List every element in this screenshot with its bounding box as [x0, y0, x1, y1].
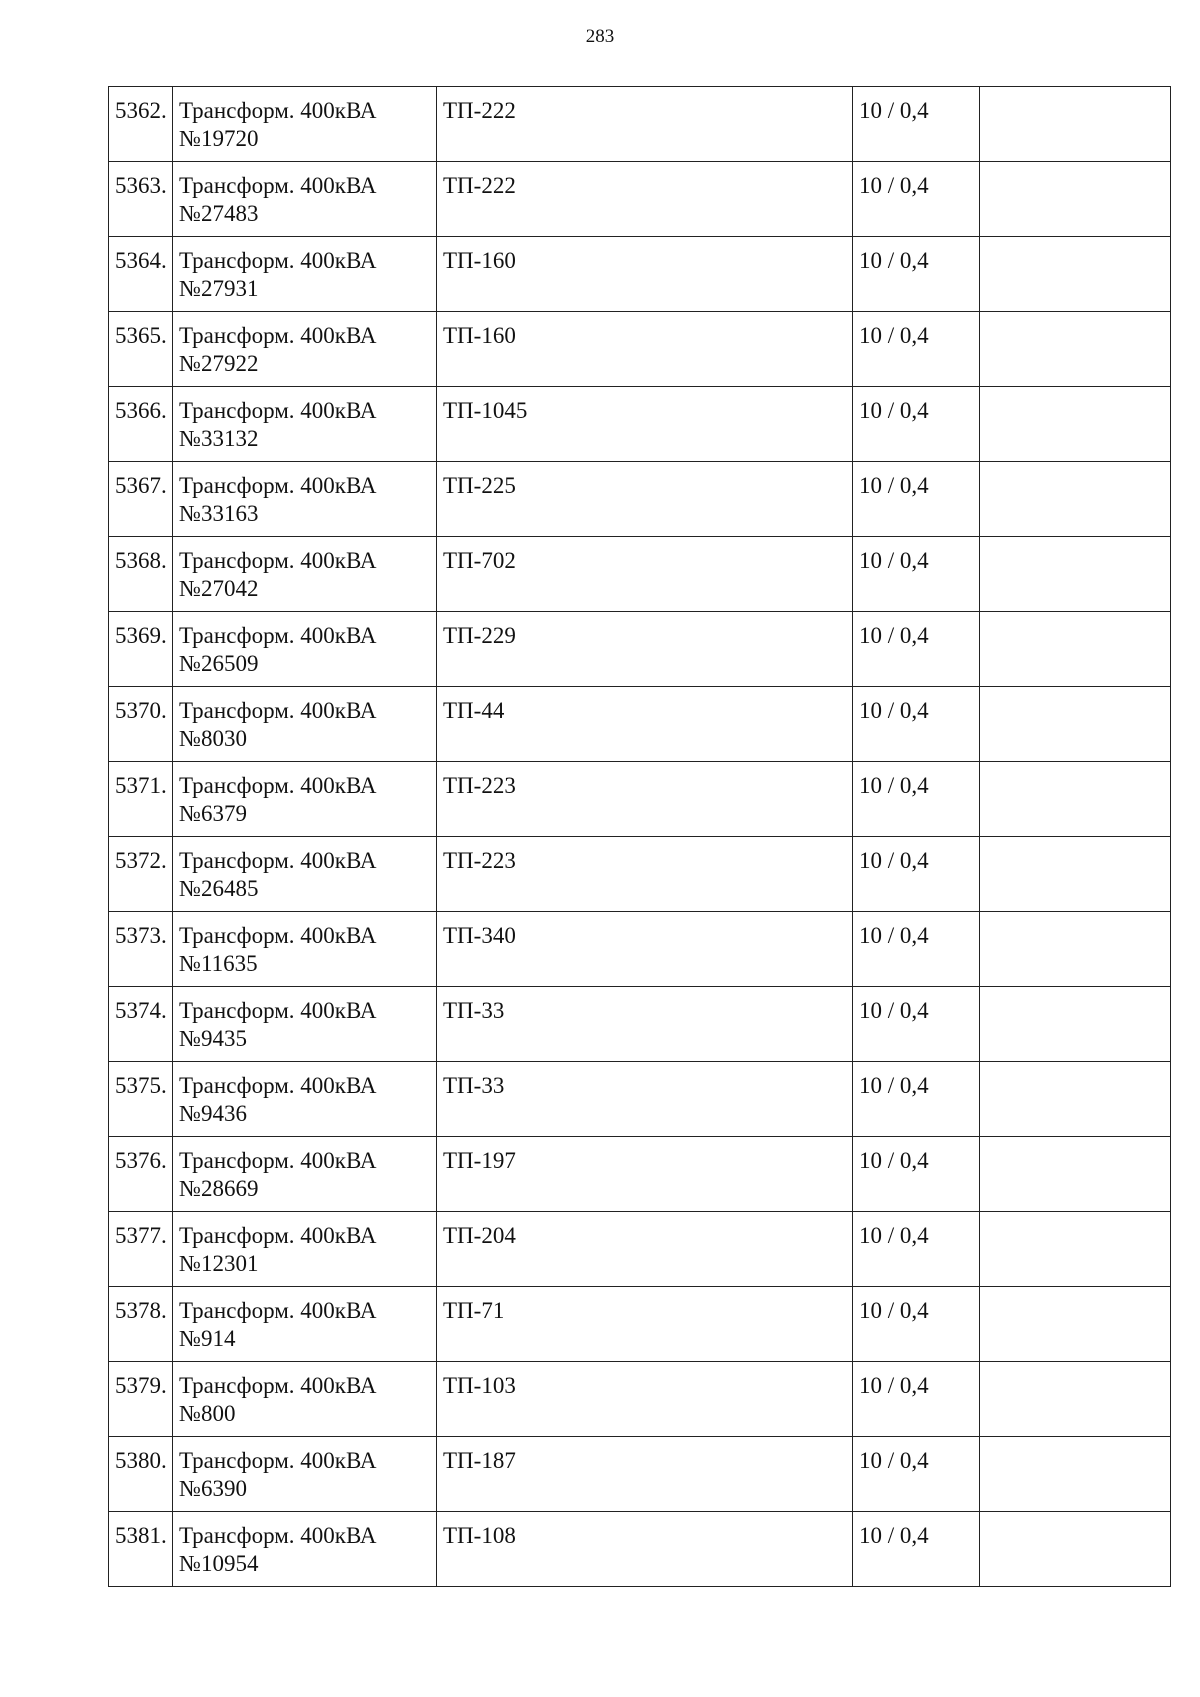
voltage-cell: [853, 1137, 980, 1212]
equipment-name-cell: [173, 612, 437, 687]
substation-cell: [437, 1287, 853, 1362]
substation-cell: [437, 87, 853, 162]
equipment-serial: №914: [179, 1326, 236, 1351]
page-number: 283: [585, 26, 615, 47]
substation-name: ТП-204: [443, 1223, 516, 1248]
row-number: 5373.: [115, 923, 167, 948]
equipment-name-cell: [173, 1062, 437, 1137]
table-row: [109, 462, 1171, 537]
substation-cell: [437, 687, 853, 762]
equipment-name: Трансформ. 400кВА: [179, 248, 377, 273]
row-number-cell: [109, 987, 173, 1062]
substation-name: ТП-229: [443, 623, 516, 648]
row-number: 5363.: [115, 173, 167, 198]
voltage-value: 10 / 0,4: [859, 1448, 929, 1473]
voltage-cell: [853, 837, 980, 912]
table-row: [109, 1437, 1171, 1512]
equipment-name-cell: [173, 1212, 437, 1287]
voltage-cell: [853, 312, 980, 387]
empty-cell: [980, 537, 1171, 612]
substation-name: ТП-160: [443, 323, 516, 348]
equipment-name-cell: [173, 387, 437, 462]
row-number-cell: [109, 837, 173, 912]
equipment-name-cell: [173, 162, 437, 237]
equipment-serial: №12301: [179, 1251, 259, 1276]
row-number: 5374.: [115, 998, 167, 1023]
substation-name: ТП-160: [443, 248, 516, 273]
substation-cell: [437, 1362, 853, 1437]
substation-name: ТП-71: [443, 1298, 505, 1323]
substation-name: ТП-187: [443, 1448, 516, 1473]
equipment-name-cell: [173, 1512, 437, 1587]
equipment-name: Трансформ. 400кВА: [179, 548, 377, 573]
equipment-name-cell: [173, 1287, 437, 1362]
row-number-cell: [109, 1512, 173, 1587]
empty-cell: [980, 837, 1171, 912]
empty-cell: [980, 687, 1171, 762]
row-number-cell: [109, 1137, 173, 1212]
row-number: 5371.: [115, 773, 167, 798]
row-number-cell: [109, 237, 173, 312]
row-number-cell: [109, 1362, 173, 1437]
equipment-name: Трансформ. 400кВА: [179, 1073, 377, 1098]
voltage-cell: [853, 237, 980, 312]
voltage-value: 10 / 0,4: [859, 173, 929, 198]
equipment-name-cell: [173, 1437, 437, 1512]
substation-cell: [437, 537, 853, 612]
voltage-cell: [853, 162, 980, 237]
row-number: 5378.: [115, 1298, 167, 1323]
equipment-serial: №6390: [179, 1476, 247, 1501]
voltage-cell: [853, 987, 980, 1062]
table-row: [109, 237, 1171, 312]
voltage-cell: [853, 537, 980, 612]
equipment-serial: №33132: [179, 426, 259, 451]
row-number: 5376.: [115, 1148, 167, 1173]
equipment-serial: №26509: [179, 651, 259, 676]
voltage-value: 10 / 0,4: [859, 1073, 929, 1098]
row-number-cell: [109, 537, 173, 612]
substation-cell: [437, 387, 853, 462]
substation-name: ТП-340: [443, 923, 516, 948]
equipment-name: Трансформ. 400кВА: [179, 623, 377, 648]
row-number: 5372.: [115, 848, 167, 873]
substation-name: ТП-225: [443, 473, 516, 498]
row-number-cell: [109, 1212, 173, 1287]
empty-cell: [980, 912, 1171, 987]
substation-cell: [437, 762, 853, 837]
voltage-cell: [853, 1062, 980, 1137]
table-row: [109, 537, 1171, 612]
voltage-cell: [853, 1362, 980, 1437]
equipment-name-cell: [173, 237, 437, 312]
empty-cell: [980, 1437, 1171, 1512]
substation-name: ТП-1045: [443, 398, 528, 423]
voltage-cell: [853, 462, 980, 537]
empty-cell: [980, 987, 1171, 1062]
substation-name: ТП-702: [443, 548, 516, 573]
row-number-cell: [109, 1287, 173, 1362]
equipment-name: Трансформ. 400кВА: [179, 848, 377, 873]
empty-cell: [980, 612, 1171, 687]
empty-cell: [980, 1362, 1171, 1437]
equipment-name: Трансформ. 400кВА: [179, 923, 377, 948]
table-row: [109, 837, 1171, 912]
substation-name: ТП-222: [443, 98, 516, 123]
table-row: [109, 1512, 1171, 1587]
table-row: [109, 687, 1171, 762]
voltage-cell: [853, 1212, 980, 1287]
empty-cell: [980, 387, 1171, 462]
equipment-serial: №27483: [179, 201, 259, 226]
substation-cell: [437, 1212, 853, 1287]
equipment-name-cell: [173, 1362, 437, 1437]
voltage-value: 10 / 0,4: [859, 1523, 929, 1548]
substation-name: ТП-108: [443, 1523, 516, 1548]
empty-cell: [980, 237, 1171, 312]
equipment-name: Трансформ. 400кВА: [179, 1298, 377, 1323]
row-number-cell: [109, 387, 173, 462]
equipment-name-cell: [173, 762, 437, 837]
equipment-name: Трансформ. 400кВА: [179, 98, 377, 123]
row-number: 5365.: [115, 323, 167, 348]
voltage-value: 10 / 0,4: [859, 1223, 929, 1248]
equipment-name: Трансформ. 400кВА: [179, 323, 377, 348]
voltage-value: 10 / 0,4: [859, 323, 929, 348]
voltage-cell: [853, 1287, 980, 1362]
row-number: 5364.: [115, 248, 167, 273]
row-number-cell: [109, 912, 173, 987]
voltage-cell: [853, 87, 980, 162]
table-row: [109, 387, 1171, 462]
equipment-serial: №27922: [179, 351, 259, 376]
row-number: 5380.: [115, 1448, 167, 1473]
substation-cell: [437, 1062, 853, 1137]
empty-cell: [980, 312, 1171, 387]
empty-cell: [980, 162, 1171, 237]
empty-cell: [980, 1062, 1171, 1137]
equipment-name-cell: [173, 312, 437, 387]
substation-cell: [437, 162, 853, 237]
voltage-value: 10 / 0,4: [859, 1148, 929, 1173]
row-number-cell: [109, 1437, 173, 1512]
substation-name: ТП-33: [443, 1073, 505, 1098]
voltage-value: 10 / 0,4: [859, 1298, 929, 1323]
equipment-table-body: [109, 87, 1171, 1587]
table-row: [109, 1212, 1171, 1287]
voltage-cell: [853, 1437, 980, 1512]
equipment-name-cell: [173, 837, 437, 912]
equipment-name-cell: [173, 687, 437, 762]
equipment-serial: №11635: [179, 951, 258, 976]
equipment-table: [108, 86, 1171, 1587]
voltage-value: 10 / 0,4: [859, 1373, 929, 1398]
row-number: 5369.: [115, 623, 167, 648]
equipment-name: Трансформ. 400кВА: [179, 1523, 377, 1548]
row-number-cell: [109, 462, 173, 537]
voltage-cell: [853, 387, 980, 462]
equipment-name-cell: [173, 1137, 437, 1212]
equipment-name: Трансформ. 400кВА: [179, 1373, 377, 1398]
row-number: 5375.: [115, 1073, 167, 1098]
equipment-name: Трансформ. 400кВА: [179, 1223, 377, 1248]
substation-name: ТП-103: [443, 1373, 516, 1398]
table-row: [109, 1362, 1171, 1437]
voltage-value: 10 / 0,4: [859, 473, 929, 498]
voltage-cell: [853, 912, 980, 987]
equipment-name: Трансформ. 400кВА: [179, 1148, 377, 1173]
table-row: [109, 1287, 1171, 1362]
equipment-serial: №9436: [179, 1101, 247, 1126]
substation-cell: [437, 837, 853, 912]
row-number: 5362.: [115, 98, 167, 123]
table-row: [109, 87, 1171, 162]
table-row: [109, 762, 1171, 837]
equipment-name: Трансформ. 400кВА: [179, 698, 377, 723]
table-row: [109, 312, 1171, 387]
substation-name: ТП-33: [443, 998, 505, 1023]
equipment-name-cell: [173, 987, 437, 1062]
voltage-value: 10 / 0,4: [859, 923, 929, 948]
equipment-serial: №27042: [179, 576, 259, 601]
row-number-cell: [109, 162, 173, 237]
row-number: 5381.: [115, 1523, 167, 1548]
substation-cell: [437, 462, 853, 537]
voltage-value: 10 / 0,4: [859, 398, 929, 423]
table-row: [109, 987, 1171, 1062]
equipment-serial: №26485: [179, 876, 259, 901]
table-row: [109, 1137, 1171, 1212]
equipment-serial: №8030: [179, 726, 247, 751]
equipment-serial: №19720: [179, 126, 259, 151]
empty-cell: [980, 1212, 1171, 1287]
voltage-cell: [853, 1512, 980, 1587]
equipment-name: Трансформ. 400кВА: [179, 173, 377, 198]
equipment-name: Трансформ. 400кВА: [179, 998, 377, 1023]
table-row: [109, 912, 1171, 987]
equipment-serial: №10954: [179, 1551, 259, 1576]
empty-cell: [980, 1512, 1171, 1587]
row-number: 5379.: [115, 1373, 167, 1398]
table-row: [109, 162, 1171, 237]
row-number-cell: [109, 312, 173, 387]
row-number-cell: [109, 612, 173, 687]
equipment-name-cell: [173, 537, 437, 612]
voltage-value: 10 / 0,4: [859, 98, 929, 123]
voltage-value: 10 / 0,4: [859, 998, 929, 1023]
substation-name: ТП-222: [443, 173, 516, 198]
empty-cell: [980, 1137, 1171, 1212]
empty-cell: [980, 462, 1171, 537]
voltage-value: 10 / 0,4: [859, 773, 929, 798]
row-number: 5377.: [115, 1223, 167, 1248]
row-number: 5370.: [115, 698, 167, 723]
equipment-name: Трансформ. 400кВА: [179, 773, 377, 798]
table-row: [109, 1062, 1171, 1137]
empty-cell: [980, 87, 1171, 162]
substation-cell: [437, 1137, 853, 1212]
equipment-name: Трансформ. 400кВА: [179, 473, 377, 498]
equipment-serial: №6379: [179, 801, 247, 826]
equipment-name: Трансформ. 400кВА: [179, 1448, 377, 1473]
row-number: 5368.: [115, 548, 167, 573]
voltage-cell: [853, 612, 980, 687]
row-number-cell: [109, 1062, 173, 1137]
substation-cell: [437, 1512, 853, 1587]
equipment-name-cell: [173, 462, 437, 537]
equipment-name-cell: [173, 87, 437, 162]
equipment-serial: №33163: [179, 501, 259, 526]
substation-cell: [437, 312, 853, 387]
equipment-serial: №9435: [179, 1026, 247, 1051]
empty-cell: [980, 762, 1171, 837]
empty-cell: [980, 1287, 1171, 1362]
substation-name: ТП-223: [443, 848, 516, 873]
row-number: 5367.: [115, 473, 167, 498]
substation-cell: [437, 987, 853, 1062]
substation-cell: [437, 237, 853, 312]
voltage-value: 10 / 0,4: [859, 548, 929, 573]
row-number: 5366.: [115, 398, 167, 423]
table-row: [109, 612, 1171, 687]
equipment-serial: №27931: [179, 276, 259, 301]
substation-name: ТП-223: [443, 773, 516, 798]
equipment-serial: №28669: [179, 1176, 259, 1201]
row-number-cell: [109, 762, 173, 837]
voltage-value: 10 / 0,4: [859, 248, 929, 273]
substation-name: ТП-197: [443, 1148, 516, 1173]
substation-cell: [437, 912, 853, 987]
substation-cell: [437, 612, 853, 687]
equipment-name-cell: [173, 912, 437, 987]
equipment-name: Трансформ. 400кВА: [179, 398, 377, 423]
row-number-cell: [109, 687, 173, 762]
voltage-cell: [853, 687, 980, 762]
substation-cell: [437, 1437, 853, 1512]
substation-name: ТП-44: [443, 698, 505, 723]
equipment-serial: №800: [179, 1401, 236, 1426]
voltage-cell: [853, 762, 980, 837]
row-number-cell: [109, 87, 173, 162]
voltage-value: 10 / 0,4: [859, 698, 929, 723]
voltage-value: 10 / 0,4: [859, 848, 929, 873]
voltage-value: 10 / 0,4: [859, 623, 929, 648]
